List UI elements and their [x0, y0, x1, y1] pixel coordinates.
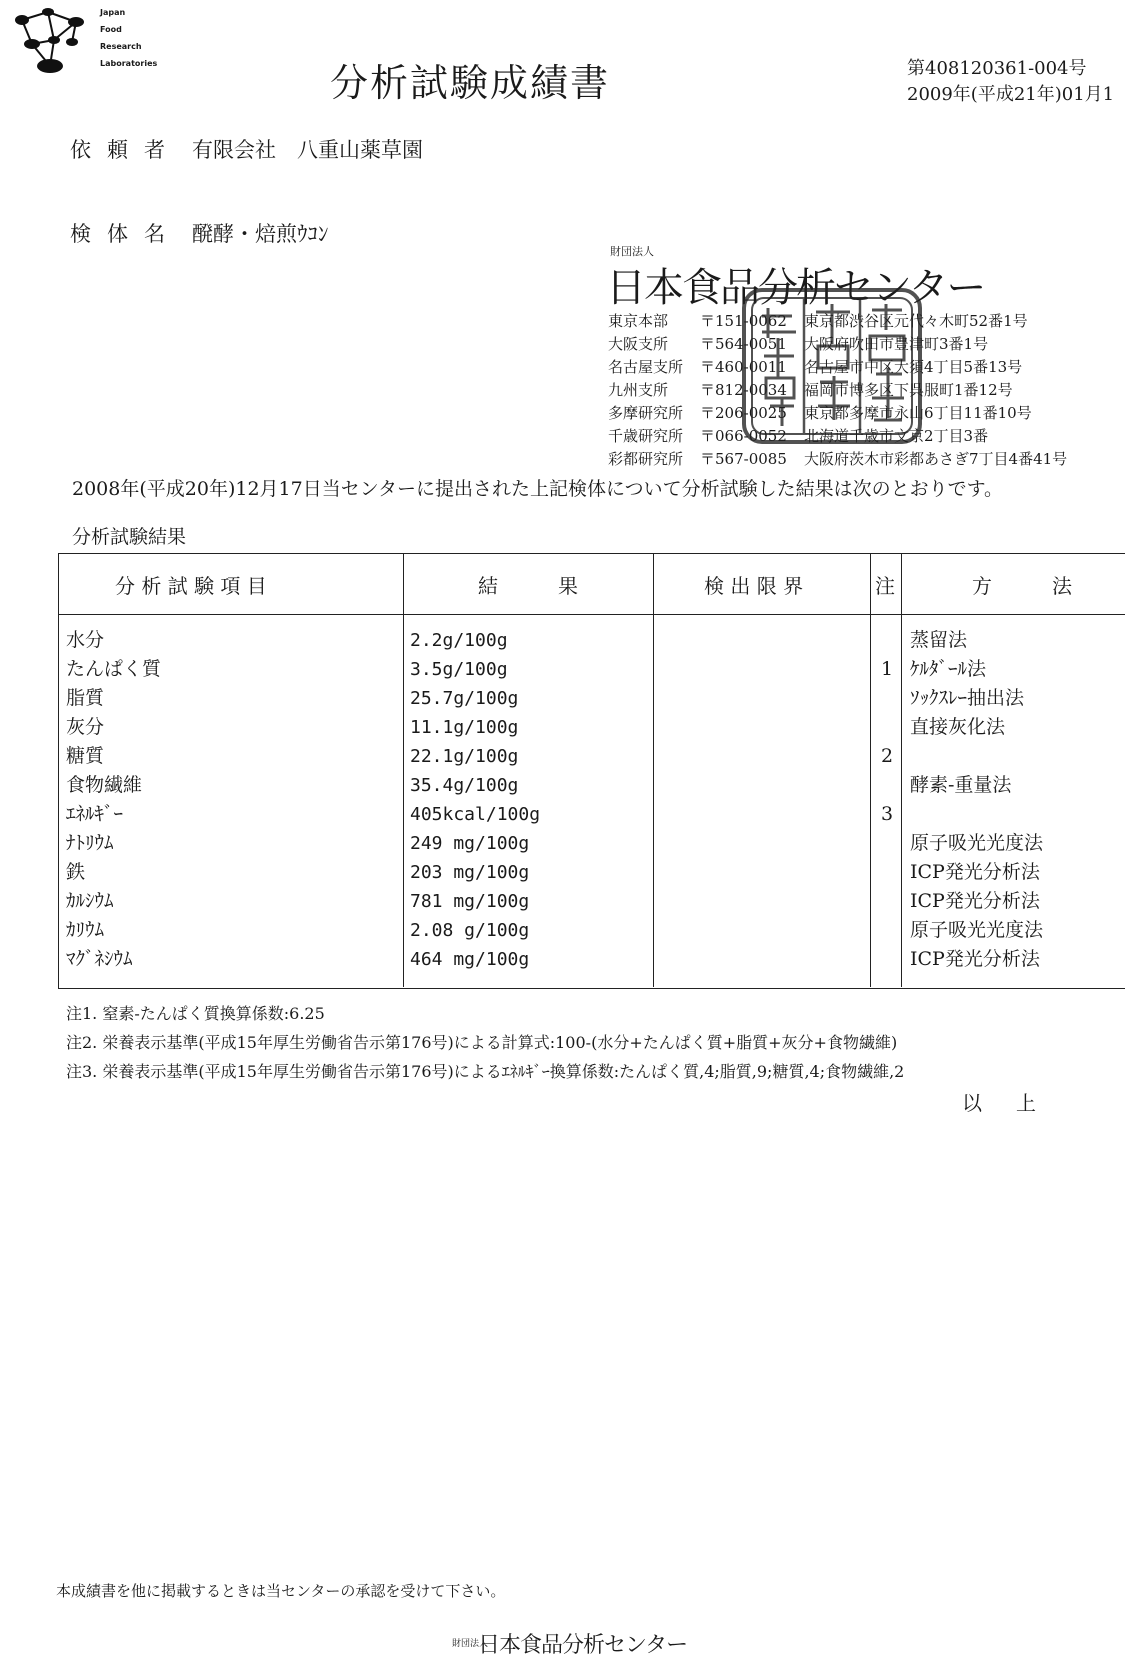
method-cell: ICP発光分析法 — [910, 890, 1040, 912]
table-column-divider — [901, 553, 902, 987]
office-zip: 〒812-0034 — [700, 381, 787, 399]
logo-line: Research — [100, 42, 142, 51]
item-cell: ｴﾈﾙｷﾞｰ — [66, 803, 124, 825]
result-cell: 25.7g/100g — [410, 688, 519, 709]
note-cell — [877, 684, 897, 713]
document-title: 分析試験成績書 — [330, 61, 611, 105]
method-cell: ｹﾙﾀﾞｰﾙ法 — [910, 658, 987, 680]
header-detection-limit: 検 出 限 界 — [704, 574, 804, 598]
result-cell: 464 mg/100g — [410, 949, 530, 970]
header-method: 方 法 — [972, 574, 1072, 598]
jfrl-logo — [4, 2, 100, 78]
office-name: 東京本部 — [608, 312, 669, 330]
item-cell: ﾅﾄﾘｳﾑ — [66, 832, 114, 854]
result-cell: 203 mg/100g — [410, 862, 530, 883]
note-cell: 1 — [880, 658, 894, 680]
logo-line: Food — [100, 25, 122, 34]
official-seal-stamp — [740, 286, 924, 446]
header-note: 注 — [875, 574, 895, 598]
note-cell — [877, 887, 897, 916]
document-number: 第408120361-004号 — [907, 58, 1087, 79]
method-cell — [910, 800, 1043, 829]
result-cell: 11.1g/100g — [410, 717, 519, 738]
statement-text: 2008年(平成20年)12月17日当センターに提出された上記検体について分析試験した結果は次のとおりです。 — [72, 478, 1004, 500]
document-date: 2009年(平成21年)01月1 — [907, 84, 1115, 105]
method-cell: 蒸留法 — [910, 629, 968, 651]
result-cell: 35.4g/100g — [410, 775, 519, 796]
footnote-2: 注2. 栄養表示基準(平成15年厚生労働省告示第176号)による計算式:100-(水分+たんぱく質+脂質+灰分+食物繊維) — [66, 1033, 898, 1052]
logo-line: Japan — [100, 8, 126, 17]
office-address: 東京都多摩市永山6丁目11番10号 — [804, 404, 1032, 422]
office-address: 大阪府茨木市彩都あさぎ7丁目4番41号 — [804, 450, 1068, 468]
note-cell — [877, 945, 897, 974]
footnote-3: 注3. 栄養表示基準(平成15年厚生労働省告示第176号)によるｴﾈﾙｷﾞｰ換算係数:たんぱく質,4;脂質,9;糖質,4;食物繊維,2 — [66, 1062, 905, 1081]
result-cell: 2.2g/100g — [410, 630, 508, 651]
method-cell: ｿｯｸｽﾚｰ抽出法 — [910, 687, 1025, 709]
item-cell: 食物繊維 — [66, 774, 143, 796]
note-cell — [877, 829, 897, 858]
closing-mark: 以上 — [962, 1091, 1070, 1115]
item-cell: ｶﾘｳﾑ — [66, 919, 105, 941]
office-name: 九州支所 — [608, 381, 669, 399]
office-zip: 〒567-0085 — [700, 450, 787, 468]
method-cell: 酵素-重量法 — [910, 774, 1012, 796]
logo-line: Laboratories — [100, 59, 158, 68]
note-cell: 2 — [880, 745, 894, 767]
item-cell: ﾏｸﾞﾈｼｳﾑ — [66, 948, 133, 970]
office-zip: 〒206-0025 — [700, 404, 787, 422]
item-cell: 糖質 — [66, 745, 105, 767]
method-cell: ICP発光分析法 — [910, 861, 1040, 883]
table-column-divider — [403, 553, 404, 987]
office-zip: 〒564-0051 — [700, 335, 787, 353]
footer-corporate-type: 財団法人 — [452, 1639, 489, 1649]
office-zip: 〒460-0011 — [700, 358, 787, 376]
item-cell: 脂質 — [66, 687, 105, 709]
sample-field — [70, 218, 329, 248]
logo-text — [100, 4, 157, 72]
office-address: 東京都渋谷区元代々木町52番1号 — [804, 312, 1028, 330]
method-cell: 原子吸光光度法 — [910, 919, 1044, 941]
method-cell: ICP発光分析法 — [910, 948, 1040, 970]
column-items — [66, 626, 161, 974]
header-result: 結 果 — [478, 574, 578, 598]
office-zip: 〒151-0062 — [700, 312, 787, 330]
client-label: 依頼者 — [70, 138, 181, 162]
office-name: 多摩研究所 — [608, 404, 684, 422]
header-item: 分 析 試 験 項 目 — [115, 574, 267, 598]
note-cell — [877, 771, 897, 800]
note-cell — [877, 858, 897, 887]
result-cell: 22.1g/100g — [410, 746, 519, 767]
item-cell: 水分 — [66, 629, 105, 651]
footer-issuer-name: 日本食品分析センター — [478, 1633, 688, 1658]
client-field — [70, 134, 423, 164]
client-value: 有限会社 八重山薬草園 — [192, 138, 423, 162]
column-results — [410, 626, 540, 974]
office-zip: 〒066-0052 — [700, 427, 787, 445]
result-cell: 2.08 g/100g — [410, 920, 530, 941]
footer-notice: 本成績書を他に掲載するときは当センターの承認を受けて下さい。 — [56, 1582, 506, 1600]
table-column-divider — [870, 553, 871, 987]
table-column-divider — [653, 553, 654, 987]
result-cell: 3.5g/100g — [410, 659, 508, 680]
office-address: 大阪府吹田市豊津町3番1号 — [804, 335, 989, 353]
issuer-name: 日本食品分析センター — [606, 265, 985, 311]
item-cell: 灰分 — [66, 716, 105, 738]
note-cell — [877, 713, 897, 742]
item-cell: 鉄 — [66, 861, 86, 883]
section-title: 分析試験結果 — [72, 526, 187, 548]
note-cell — [877, 626, 897, 655]
note-cell: 3 — [880, 803, 894, 825]
sample-value: 醗酵・焙煎ｳｺﾝ — [192, 222, 329, 246]
office-address: 北海道千歳市文京2丁目3番 — [804, 427, 989, 445]
note-cell — [877, 916, 897, 945]
office-address: 福岡市博多区下呉服町1番12号 — [804, 381, 1013, 399]
method-cell: 原子吸光光度法 — [910, 832, 1044, 854]
office-name: 彩都研究所 — [608, 450, 684, 468]
office-name: 名古屋支所 — [608, 358, 684, 376]
column-methods — [910, 626, 1043, 974]
office-name: 千歳研究所 — [608, 427, 684, 445]
issuer-corporate-type: 財団法人 — [610, 245, 654, 258]
item-cell: ｶﾙｼｳﾑ — [66, 890, 114, 912]
item-cell: たんぱく質 — [66, 658, 162, 680]
office-address: 名古屋市中区大須4丁目5番13号 — [804, 358, 1023, 376]
footnote-1: 注1. 窒素-たんぱく質換算係数:6.25 — [66, 1004, 325, 1023]
table-header-divider — [58, 614, 1125, 615]
office-name: 大阪支所 — [608, 335, 669, 353]
method-cell: 直接灰化法 — [910, 716, 1006, 738]
column-notes — [877, 626, 897, 974]
result-cell: 249 mg/100g — [410, 833, 530, 854]
result-cell: 405kcal/100g — [410, 804, 541, 825]
result-cell: 781 mg/100g — [410, 891, 530, 912]
method-cell — [910, 742, 1043, 771]
sample-label: 検体名 — [70, 222, 181, 246]
